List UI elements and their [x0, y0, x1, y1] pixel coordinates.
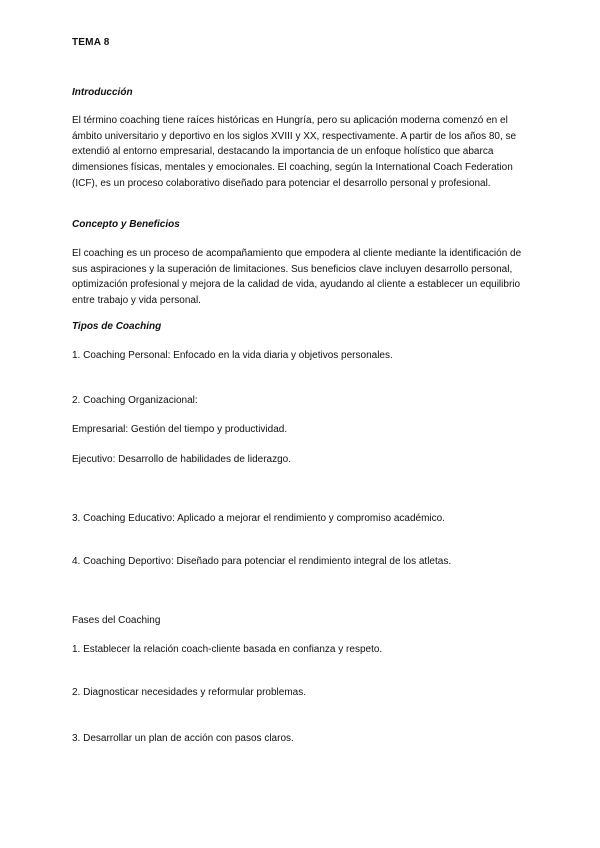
document-title: TEMA 8	[72, 37, 110, 48]
section-heading-tipos: Tipos de Coaching	[72, 321, 162, 332]
section-heading-introduccion: Introducción	[72, 87, 133, 98]
list-item-fase-1: 1. Establecer la relación coach-cliente basada en confianza y respeto.	[72, 644, 383, 655]
list-item-tipo-4: 4. Coaching Deportivo: Diseñado para potenciar el rendimiento integral de los atletas.	[72, 556, 452, 567]
list-item-fase-2: 2. Diagnosticar necesidades y reformular problemas.	[72, 687, 306, 698]
section-text-concepto: El coaching es un proceso de acompañamiento que empodera al cliente mediante la identificación de sus aspiraciones y la superación de limitaciones. Sus beneficios clave incluyen desarrollo personal, optimización profesional y mejora de la calidad de vida, ayudando al cliente a establecer un equilibrio entre trabajo y vida personal.	[72, 248, 522, 307]
list-item-tipo-3: 3. Coaching Educativo: Aplicado a mejorar el rendimiento y compromiso académico.	[72, 513, 445, 524]
list-item-tipo-2: 2. Coaching Organizacional:	[72, 395, 198, 406]
section-heading-concepto: Concepto y Beneficios	[72, 219, 180, 230]
section-text-introduccion: El término coaching tiene raíces históricas en Hungría, pero su aplicación moderna comenzó en el ámbito universitario y deportivo en los siglos XVIII y XX, respectivamente. A partir de los años 80, se extendió al entorno empresarial, destacando la importancia de un enfoque holístico que abarca dimensiones físicas, mentales y emocionales. El coaching, según la International Coach Federation (ICF), es un proceso colaborativo diseñado para potenciar el desarrollo personal y profesional.	[72, 115, 517, 189]
list-item-tipo-2a: Empresarial: Gestión del tiempo y productividad.	[72, 424, 288, 435]
section-heading-fases: Fases del Coaching	[72, 615, 161, 626]
list-item-tipo-1: 1. Coaching Personal: Enfocado en la vida diaria y objetivos personales.	[72, 350, 393, 361]
list-item-fase-3: 3. Desarrollar un plan de acción con pasos claros.	[72, 733, 294, 744]
list-item-tipo-2b: Ejecutivo: Desarrollo de habilidades de liderazgo.	[72, 454, 292, 465]
